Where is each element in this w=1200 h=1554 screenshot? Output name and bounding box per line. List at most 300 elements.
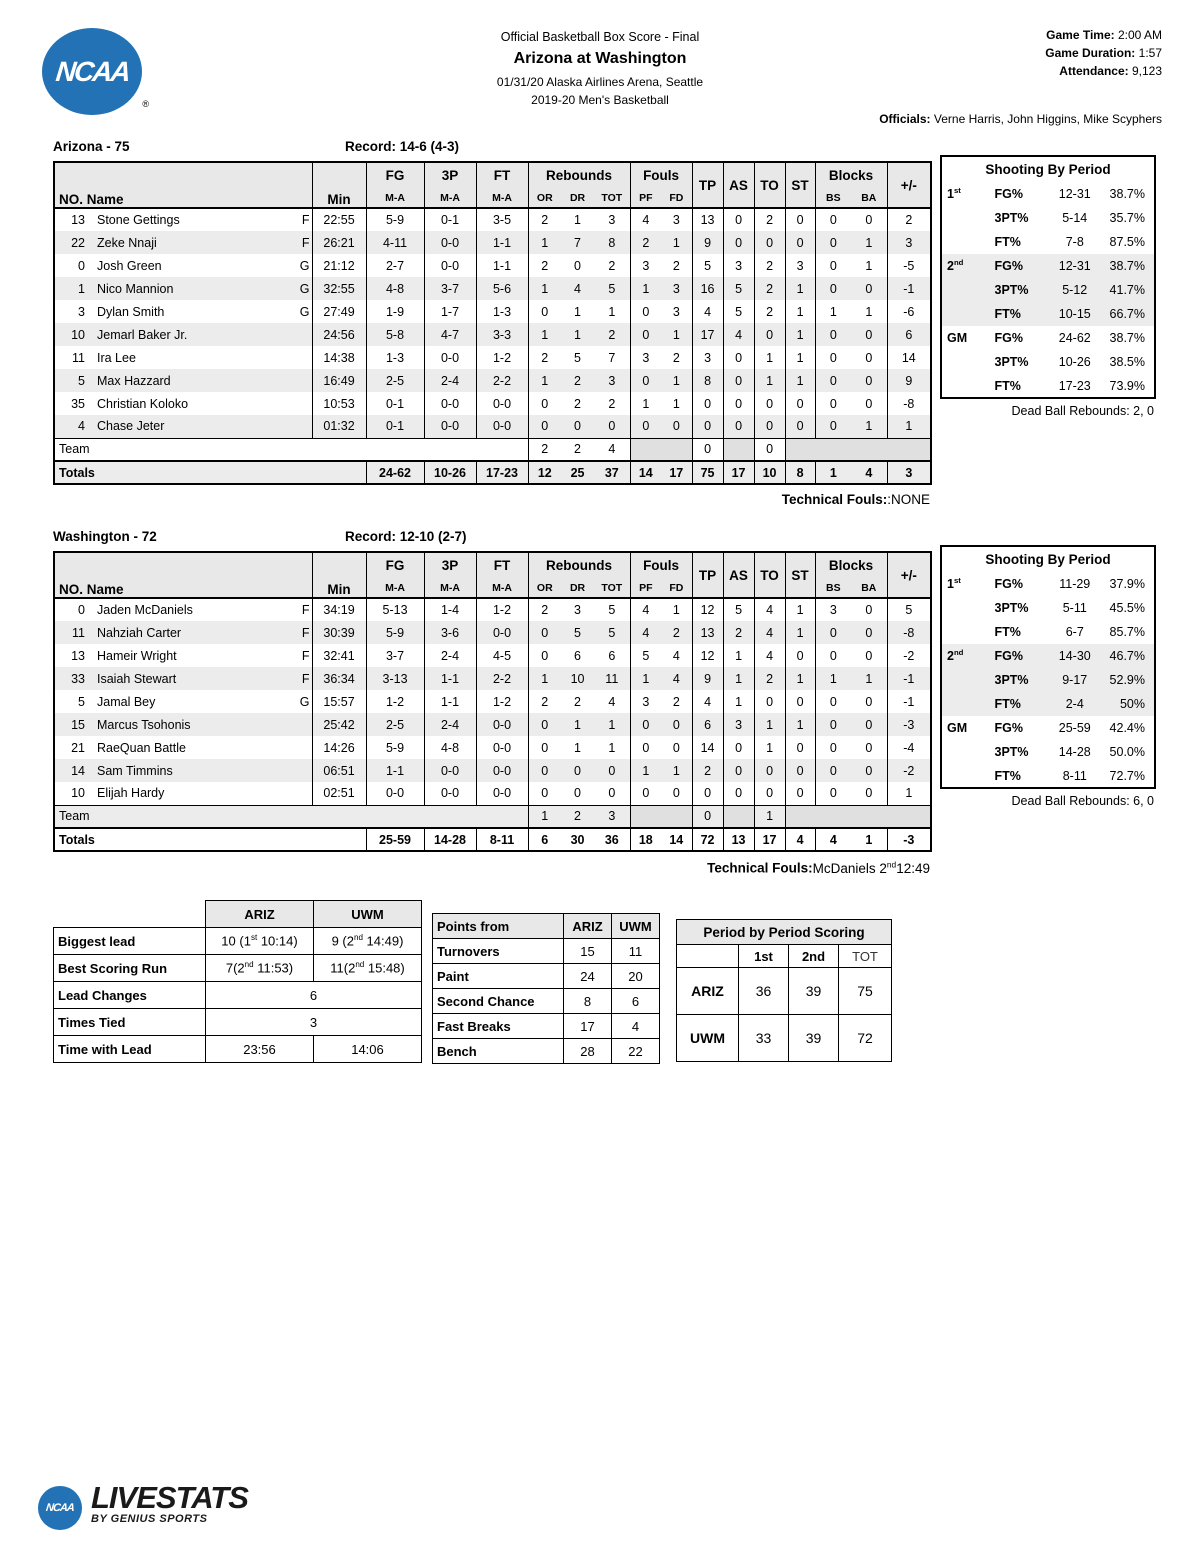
stat-fg: 2-5 (366, 713, 424, 736)
stat-plus-minus: 1 (887, 415, 931, 438)
player-number: 5 (54, 369, 90, 392)
stat-ba: 0 (851, 277, 887, 300)
stat-tot: 0 (594, 415, 630, 438)
shooting-period-label (941, 302, 995, 326)
totals-tot: 37 (594, 461, 630, 484)
stat-pf: 0 (630, 736, 661, 759)
totals-fg: 24-62 (366, 461, 424, 484)
flow-header-ghost (54, 901, 206, 928)
shooting-made-attempt: 17-23 (1058, 378, 1091, 393)
period-header-row (677, 945, 892, 968)
stat-bs: 0 (815, 621, 851, 644)
stat-plus-minus: -8 (887, 621, 931, 644)
shooting-period-label: 2nd (941, 254, 995, 278)
shooting-period-label (941, 206, 995, 230)
period-total-score: 75 (839, 968, 892, 1015)
player-name: Ira Lee (97, 350, 136, 365)
col-header-tp: TP (692, 162, 723, 208)
stat-bs: 0 (815, 231, 851, 254)
stat-pf: 2 (630, 231, 661, 254)
stat-dr: 4 (561, 277, 594, 300)
stat-to: 2 (754, 208, 785, 231)
team-or: 2 (528, 438, 561, 461)
totals-row (54, 828, 931, 851)
stat-as: 0 (723, 392, 754, 415)
stat-fg: 4-11 (366, 231, 424, 254)
stat-pf: 3 (630, 346, 661, 369)
shooting-stat-label: 3PT% (995, 278, 1049, 302)
stat-tot: 1 (608, 740, 616, 755)
player-number: 33 (54, 667, 90, 690)
points-row-label: Turnovers (433, 939, 564, 964)
player-name: Jemarl Baker Jr. (90, 323, 290, 346)
footer-brand-block (91, 1480, 248, 1525)
game-duration-line (1045, 44, 1162, 62)
shooting-period-label (941, 692, 995, 716)
stat-bs: 0 (815, 759, 851, 782)
livestats-brand: LIVESTATS (91, 1480, 248, 1515)
flow-row-label: Biggest lead (54, 928, 206, 955)
stat-min: 16:49 (312, 369, 366, 392)
stat-min: 36:34 (312, 667, 366, 690)
stat-plus-minus: -1 (887, 690, 931, 713)
stat-ft: 1-2 (476, 690, 528, 713)
game-meta (1045, 26, 1162, 80)
col-header-min: Min (312, 162, 366, 208)
stat-dr: 7 (561, 231, 594, 254)
stat-ft: 4-5 (476, 644, 528, 667)
player-row (54, 644, 931, 667)
col-header-3p: 3P (424, 162, 476, 188)
stat-or: 2 (528, 346, 561, 369)
shooting-percentage: 72.7% (1109, 768, 1145, 783)
team-row (54, 438, 931, 461)
stat-ba: 0 (865, 213, 873, 227)
subheader-dr: DR (561, 188, 594, 208)
player-position (290, 759, 312, 782)
player-row (54, 621, 931, 644)
arizona-shooting-panel (940, 155, 1156, 418)
flow-ariz-value: 10 (1st 10:14) (206, 928, 314, 955)
washington-record: Record: 12-10 (2-7) (345, 529, 467, 544)
subheader-or: OR (528, 188, 561, 208)
shooting-period-label (941, 620, 995, 644)
stat-tot: 1 (594, 713, 630, 736)
stat-ba: 0 (865, 694, 873, 709)
stat-pf: 1 (630, 667, 661, 690)
team-fouls-empty (630, 438, 692, 461)
stat-to: 1 (754, 346, 785, 369)
points-row-label: Paint (433, 964, 564, 989)
col-header-st: ST (785, 162, 815, 208)
stat-plus-minus: 1 (887, 782, 931, 805)
player-position (290, 369, 312, 392)
player-row (54, 277, 931, 300)
player-position (290, 346, 312, 369)
col-header-min: Min (312, 552, 366, 598)
totals-ft: 17-23 (476, 461, 528, 484)
col-header-tp: TP (692, 552, 723, 598)
stat-st: 1 (785, 369, 815, 392)
col-header-3p: 3P (424, 552, 476, 578)
stat-3p: 2-4 (424, 644, 476, 667)
technical-fouls-label: Technical Fouls: (707, 860, 813, 876)
points-row (433, 1014, 660, 1039)
shooting-stat-label: 3PT% (995, 668, 1049, 692)
team-tot: 4 (594, 438, 630, 461)
stat-or: 2 (528, 208, 561, 231)
points-col-header-ariz: ARIZ (564, 914, 612, 939)
stat-ft: 0-0 (476, 736, 528, 759)
stat-ft: 0-0 (476, 415, 528, 438)
stat-plus-minus: -1 (887, 667, 931, 690)
points-uwm-value: 11 (612, 939, 660, 964)
stat-fg: 1-9 (366, 300, 424, 323)
shooting-percentage: 46.7% (1102, 644, 1156, 668)
stat-st: 0 (785, 782, 815, 805)
arizona-section (53, 139, 930, 507)
stat-fg: 1-2 (366, 690, 424, 713)
game-league: 2019-20 Men's Basketball (531, 93, 669, 107)
col-header-ft: FT (476, 162, 528, 188)
points-uwm-value: 22 (612, 1039, 660, 1064)
stat-ft: 0-0 (476, 782, 528, 805)
stat-bs: 0 (815, 254, 851, 277)
stat-fd: 1 (661, 759, 692, 782)
player-number: 10 (54, 323, 90, 346)
totals-dr: 30 (561, 828, 594, 851)
stat-tp: 4 (692, 690, 723, 713)
stat-as: 1 (723, 644, 754, 667)
stat-3p: 1-4 (424, 598, 476, 621)
player-position: G (290, 277, 312, 300)
shooting-row (941, 764, 1155, 788)
player-row (54, 300, 931, 323)
stat-tp: 2 (692, 759, 723, 782)
shooting-period-label (941, 278, 995, 302)
flow-row (54, 928, 422, 955)
shooting-period-label: 1st (947, 186, 961, 202)
player-row (54, 598, 931, 621)
stat-bs: 0 (815, 713, 851, 736)
player-name: Christian Koloko (97, 396, 189, 411)
stat-to: 2 (754, 667, 785, 690)
stat-fd: 1 (661, 369, 692, 392)
shooting-row (941, 596, 1155, 620)
genius-sports-subbrand: BY GENIUS SPORTS (91, 1513, 208, 1525)
stat-pf: 1 (630, 277, 661, 300)
ncaa-footer-logo (38, 1486, 82, 1530)
stat-to: 0 (754, 231, 785, 254)
stat-tp: 5 (692, 254, 723, 277)
stat-dr: 1 (574, 213, 581, 227)
game-time-value: 2:00 AM (1117, 28, 1162, 42)
stat-tp: 13 (692, 208, 723, 231)
stat-tot: 1 (608, 304, 616, 319)
totals-pf: 18 (630, 828, 661, 851)
totals-bs: 1 (815, 461, 851, 484)
stat-pf: 0 (630, 369, 661, 392)
shooting-row (941, 278, 1155, 302)
team-fouls-empty (630, 805, 692, 828)
shooting-stat-label: 3PT% (994, 601, 1029, 615)
stat-fd: 2 (672, 258, 680, 273)
stat-ft: 3-3 (476, 323, 528, 346)
stat-min: 32:41 (312, 644, 366, 667)
stat-tot: 5 (594, 277, 630, 300)
stat-dr: 1 (561, 323, 594, 346)
stat-or: 2 (528, 254, 561, 277)
team-as-empty (723, 805, 754, 828)
flow-span-value: 6 (206, 982, 422, 1009)
box-table-header (54, 162, 931, 208)
player-number: 21 (71, 740, 85, 755)
washington-team-line (53, 529, 930, 549)
stat-bs: 0 (815, 369, 851, 392)
shooting-period-label (941, 740, 995, 764)
shooting-row (941, 374, 1155, 398)
washington-shooting-table (940, 545, 1156, 789)
player-row (54, 392, 931, 415)
stat-or: 0 (528, 392, 561, 415)
game-title: Arizona at Washington (513, 50, 687, 67)
shooting-percentage: 42.4% (1109, 721, 1145, 735)
stat-tp: 14 (692, 736, 723, 759)
stat-fg: 3-7 (366, 644, 424, 667)
stat-tot: 4 (608, 694, 616, 709)
stat-to: 4 (754, 598, 785, 621)
player-name: Chase Jeter (90, 415, 290, 438)
stat-as: 2 (723, 621, 754, 644)
stat-or: 0 (528, 713, 561, 736)
totals-to: 10 (754, 461, 785, 484)
stat-dr: 6 (574, 648, 581, 663)
col-header-to: TO (754, 162, 785, 208)
technical-fouls-value: :NONE (887, 492, 930, 507)
player-row (54, 254, 931, 277)
shooting-period-label: GM (947, 721, 968, 735)
flow-uwm-value: 14:06 (314, 1036, 422, 1063)
player-number: 10 (71, 786, 85, 801)
col-header-fg: FG (366, 162, 424, 188)
stat-ba: 1 (851, 415, 887, 438)
stat-3p: 2-4 (424, 713, 476, 736)
subheader-3p-ma: M-A (424, 188, 476, 208)
points-row-label: Bench (433, 1039, 564, 1064)
stat-plus-minus: -6 (887, 300, 931, 323)
stat-bs: 3 (815, 598, 851, 621)
arizona-shooting-table (940, 155, 1156, 399)
stat-or: 0 (528, 621, 561, 644)
totals-3p: 10-26 (424, 461, 476, 484)
totals-dr: 25 (561, 461, 594, 484)
player-position: F (290, 231, 312, 254)
shooting-period-label (941, 668, 995, 692)
stat-st: 1 (785, 667, 815, 690)
stat-min: 30:39 (312, 621, 366, 644)
col-header-fouls: Fouls (630, 162, 692, 188)
stat-ba: 0 (865, 648, 873, 663)
player-position (290, 713, 312, 736)
stat-fd: 2 (661, 621, 692, 644)
stat-bs: 0 (815, 392, 851, 415)
flow-span-value: 3 (206, 1009, 422, 1036)
shooting-stat-label: FT% (995, 692, 1049, 716)
stat-ft: 1-3 (476, 300, 528, 323)
stat-plus-minus: -2 (887, 644, 931, 667)
team-dr: 2 (561, 805, 594, 828)
stat-st: 1 (785, 346, 815, 369)
stat-as: 0 (723, 369, 754, 392)
game-header (370, 30, 830, 107)
stat-min: 06:51 (312, 759, 366, 782)
player-row (54, 759, 931, 782)
col-header-blocks: Blocks (815, 162, 887, 188)
shooting-made-attempt: 14-30 (1048, 644, 1102, 668)
stat-dr: 1 (574, 740, 581, 755)
period-header-2nd: 2nd (789, 945, 839, 968)
officials-line (879, 112, 1162, 126)
col-header-ft: FT (476, 552, 528, 578)
stat-bs: 0 (815, 277, 851, 300)
stat-st: 1 (785, 713, 815, 736)
player-row (54, 369, 931, 392)
stat-ba: 0 (851, 323, 887, 346)
shooting-period-label (941, 230, 995, 254)
shooting-made-attempt: 8-11 (1062, 768, 1087, 783)
period-1st-score: 33 (739, 1015, 789, 1062)
stat-st: 0 (785, 415, 815, 438)
officials-label: Officials: (879, 112, 931, 126)
period-2nd-score: 39 (789, 1015, 839, 1062)
stat-3p: 0-0 (424, 392, 476, 415)
stat-fd: 0 (672, 740, 680, 755)
period-header-1st: 1st (739, 945, 789, 968)
stat-as: 0 (723, 782, 754, 805)
stat-to: 1 (754, 369, 785, 392)
stat-or: 2 (528, 598, 561, 621)
totals-3p: 14-28 (424, 828, 476, 851)
shooting-made-attempt: 11-29 (1059, 577, 1091, 591)
shooting-made-attempt: 24-62 (1058, 331, 1091, 345)
stat-ft: 2-2 (476, 369, 528, 392)
team-tp: 0 (692, 805, 723, 828)
stat-or: 1 (528, 231, 561, 254)
stat-tp: 16 (692, 277, 723, 300)
stat-bs: 0 (815, 323, 851, 346)
player-name: Jaden McDaniels (97, 603, 193, 617)
stat-3p: 0-0 (424, 415, 476, 438)
stat-tot: 2 (608, 258, 616, 273)
stat-bs: 1 (815, 667, 851, 690)
stat-to: 0 (754, 392, 785, 415)
points-row-label: Second Chance (433, 989, 564, 1014)
stat-3p: 1-1 (424, 690, 476, 713)
stat-to: 1 (754, 736, 785, 759)
totals-fd: 17 (661, 461, 692, 484)
flow-row (54, 1009, 422, 1036)
stat-min: 21:12 (312, 254, 366, 277)
totals-to: 17 (754, 828, 785, 851)
stat-min: 26:21 (312, 231, 366, 254)
stat-3p: 0-1 (424, 208, 476, 231)
stat-ba: 0 (851, 759, 887, 782)
shooting-made-attempt: 5-12 (1048, 278, 1102, 302)
stat-3p: 2-4 (424, 369, 476, 392)
livestats-footer (38, 1480, 248, 1530)
stat-to: 1 (754, 713, 785, 736)
player-name: RaeQuan Battle (97, 740, 186, 755)
player-name: Max Hazzard (90, 369, 290, 392)
shooting-percentage: 50% (1102, 692, 1156, 716)
stat-fg: 2-5 (366, 369, 424, 392)
stat-as: 0 (723, 415, 754, 438)
registered-mark: ® (142, 99, 149, 109)
stat-plus-minus: 6 (887, 323, 931, 346)
attendance-value: 9,123 (1131, 64, 1162, 78)
col-header-as: AS (723, 552, 754, 598)
stat-fg: 5-13 (366, 598, 424, 621)
stat-as: 1 (723, 667, 754, 690)
stat-plus-minus: 9 (887, 369, 931, 392)
player-row (54, 231, 931, 254)
points-uwm-value: 6 (612, 989, 660, 1014)
stat-3p: 4-8 (424, 736, 476, 759)
subheader-fd: FD (661, 188, 692, 208)
player-name: Josh Green (97, 258, 162, 273)
stat-dr: 0 (574, 786, 581, 801)
subheader-pf: PF (630, 188, 661, 208)
washington-box-score-table (53, 551, 932, 852)
stat-tp: 9 (692, 231, 723, 254)
stat-pf: 0 (630, 713, 661, 736)
game-duration-value: 1:57 (1138, 46, 1162, 60)
player-position: G (299, 258, 310, 273)
period-score-row (677, 968, 892, 1015)
stat-ft: 3-5 (476, 208, 528, 231)
period-total-score: 72 (839, 1015, 892, 1062)
stat-pf: 0 (630, 300, 661, 323)
shooting-percentage: 38.5% (1109, 355, 1145, 369)
shooting-stat-label: FT% (994, 235, 1021, 249)
ncaa-logo-text: NCAA (53, 55, 131, 87)
stat-tot: 5 (608, 603, 616, 617)
arizona-heading: Arizona - 75 (53, 139, 130, 154)
flow-row-label: Best Scoring Run (54, 955, 206, 982)
stat-fg: 5-9 (366, 621, 424, 644)
stat-ba: 1 (851, 667, 887, 690)
player-position (290, 736, 312, 759)
totals-fd: 14 (661, 828, 692, 851)
player-number: 5 (78, 694, 85, 709)
stat-as: 4 (723, 323, 754, 346)
game-time-line (1045, 26, 1162, 44)
stat-fd: 3 (672, 213, 680, 227)
stat-min: 25:42 (312, 713, 366, 736)
attendance-label: Attendance: (1059, 64, 1129, 78)
flow-row-label: Times Tied (54, 1009, 206, 1036)
stat-min: 22:55 (312, 208, 366, 231)
stat-bs: 0 (815, 690, 851, 713)
player-row (54, 690, 931, 713)
arizona-box-score-table (53, 161, 932, 485)
arizona-dead-ball-rebounds: Dead Ball Rebounds: 2, 0 (1011, 404, 1154, 418)
flow-uwm-value: 9 (2nd 14:49) (314, 928, 422, 955)
stat-min: 10:53 (312, 392, 366, 415)
player-position: F (301, 648, 310, 663)
stat-to: 0 (754, 759, 785, 782)
flow-ariz-value: 7(2nd 11:53) (206, 955, 314, 982)
